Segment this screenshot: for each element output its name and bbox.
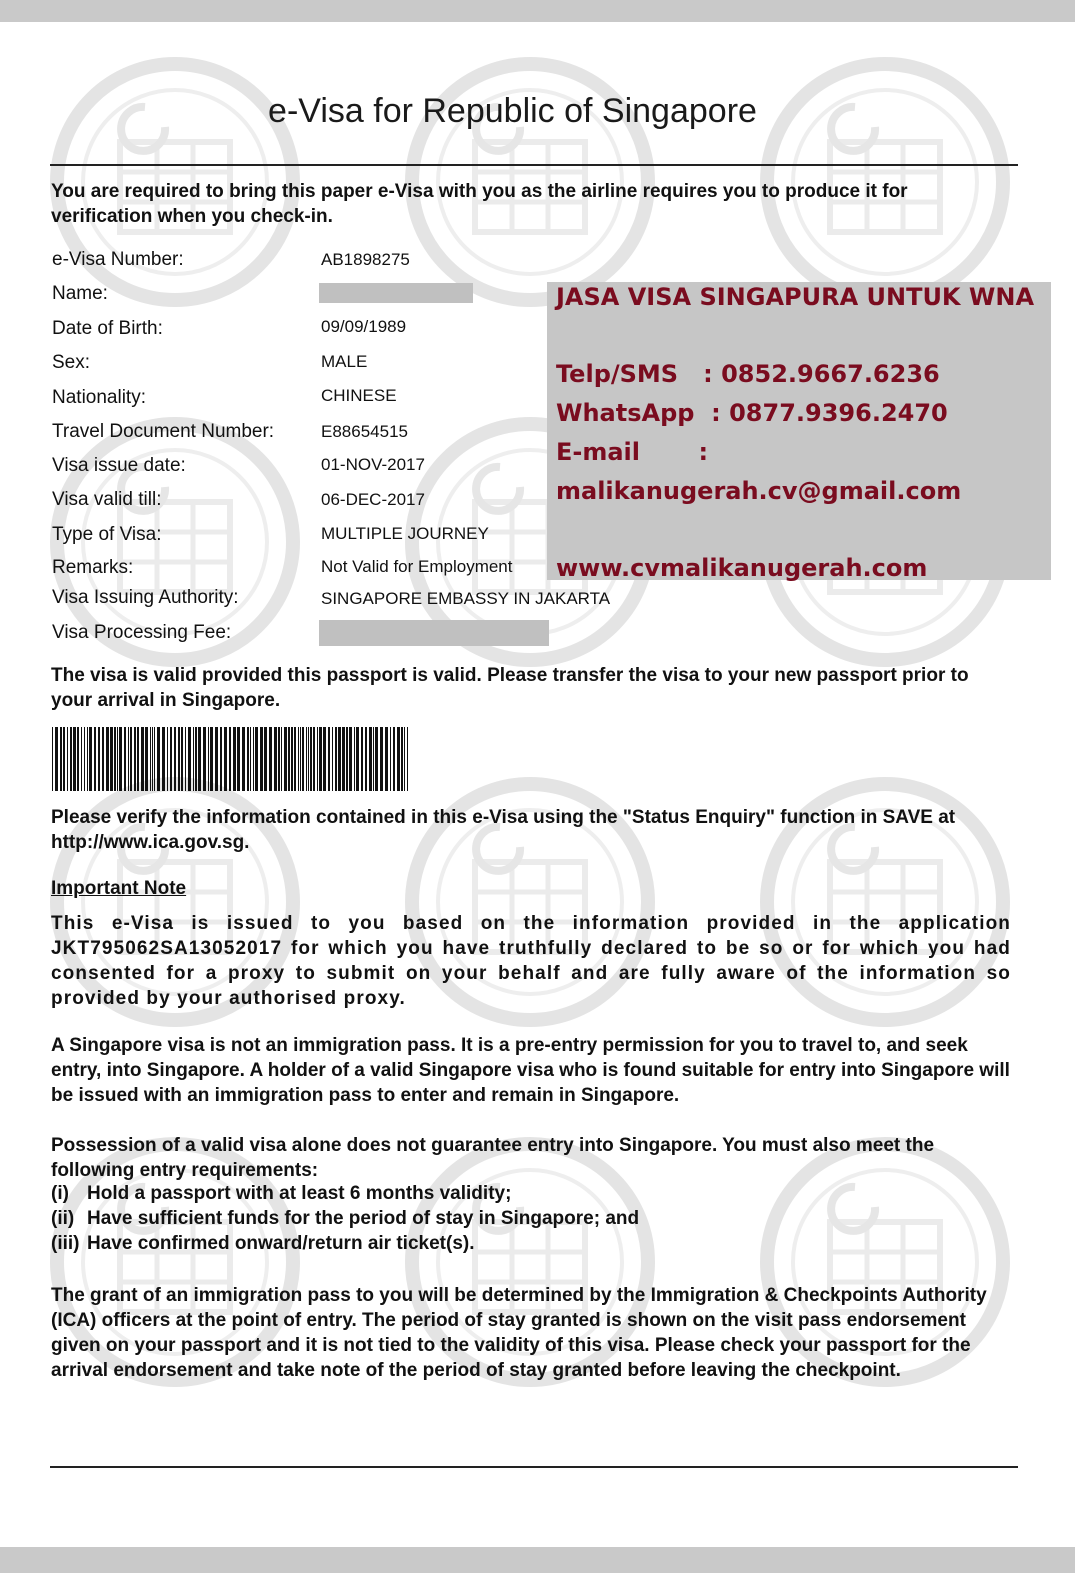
barcode-bar — [210, 727, 213, 791]
barcode-bar — [128, 727, 129, 791]
barcode-bar — [229, 727, 231, 791]
field-value-dob: 09/09/1989 — [321, 317, 407, 336]
barcode-bar — [167, 727, 168, 791]
barcode-bar — [356, 727, 359, 791]
barcode-bar — [302, 727, 304, 791]
barcode-bar — [269, 727, 272, 791]
barcode-bar — [170, 727, 172, 791]
requirement-text: Have sufficient funds for the period of stay in Singapore; and — [87, 1208, 640, 1229]
barcode-bar — [237, 727, 240, 791]
field-value-visa-number: AB1898275 — [321, 250, 410, 269]
barcode-bar — [349, 727, 352, 791]
field-label-visa-type: Type of Visa: — [52, 524, 162, 545]
barcode-bar — [253, 727, 254, 791]
barcode-bar — [373, 727, 374, 791]
barcode-bar — [346, 727, 348, 791]
barcode-bar — [310, 727, 312, 791]
barcode-bar — [298, 727, 299, 791]
requirement-item — [51, 1233, 475, 1255]
promo-email-label: E-mail : — [556, 438, 709, 466]
barcode-bar — [60, 727, 62, 791]
barcode-bar — [288, 727, 290, 791]
barcode-bar — [178, 727, 180, 791]
barcode-bar — [145, 727, 148, 791]
barcode-bar — [55, 727, 58, 791]
barcode-bar — [198, 727, 201, 791]
barcode-bar — [291, 727, 293, 791]
promo-phone: Telp/SMS : 0852.9667.6236 — [556, 360, 940, 388]
field-label-visa-number: e-Visa Number: — [52, 249, 184, 270]
barcode-bar — [106, 727, 109, 791]
field-value-authority: SINGAPORE EMBASSY IN JAKARTA — [321, 589, 611, 608]
fee-redaction — [319, 620, 549, 646]
barcode-bar — [181, 727, 183, 791]
promo-whatsapp: WhatsApp : 0877.9396.2470 — [556, 399, 948, 427]
barcode-bar — [375, 727, 378, 791]
field-value-visa-type: MULTIPLE JOURNEY — [321, 524, 489, 543]
barcode-bar — [284, 727, 287, 791]
barcode-bar — [52, 727, 53, 791]
requirement-number: (i) — [51, 1183, 69, 1204]
barcode-bar — [89, 727, 92, 791]
field-value-travel-doc: E88654515 — [321, 422, 408, 441]
barcode-bar — [67, 727, 68, 791]
verify-paragraph: Please verify the information contained in this e-Visa using the "Status Enquiry" function in SAVE at http://www.ica.gov.sg. — [51, 807, 956, 853]
requirement-item — [51, 1208, 639, 1230]
barcode-bar — [335, 727, 337, 791]
barcode-bar — [195, 727, 197, 791]
requirement-number: (ii) — [51, 1208, 75, 1229]
barcode-bar — [87, 727, 88, 791]
important-note-heading: Important Note — [51, 878, 187, 899]
barcode-bar — [94, 727, 96, 791]
requirement-number: (iii) — [51, 1233, 80, 1254]
promo-website: www.cvmalikanugerah.com — [556, 554, 928, 582]
barcode-bar — [294, 727, 296, 791]
barcode-bar — [369, 727, 372, 791]
field-label-fee: Visa Processing Fee: — [52, 622, 232, 643]
barcode-bar — [208, 727, 209, 791]
requirement-item — [51, 1183, 511, 1205]
barcode-bar — [102, 727, 104, 791]
barcode-bar — [110, 727, 113, 791]
field-label-dob: Date of Birth: — [52, 318, 163, 339]
promo-overlay — [547, 282, 1051, 580]
barcode-bar — [250, 727, 251, 791]
intro-paragraph: You are required to bring this paper e-Visa with you as the airline requires you to produce it for verification when you check-in. — [51, 181, 908, 227]
footer-divider — [50, 1466, 1018, 1468]
barcode-bar — [188, 727, 191, 791]
barcode-bar — [114, 727, 116, 791]
barcode-bar — [385, 727, 388, 791]
barcode-bar — [393, 727, 395, 791]
pass-grant-paragraph: The grant of an immigration pass to you will be determined by the Immigration & Checkpoints Authority (ICA) officers at the point of entry. The period of stay granted is shown on the visit pass endorsement given on your passport and it is not tied to the validity of this visa. Please check your passport for the arrival endorsement and take note of the period of stay granted before leaving the checkpoint. — [51, 1285, 987, 1381]
barcode-bar — [63, 727, 65, 791]
immigration-pass-paragraph: A Singapore visa is not an immigration pass. It is a pre-entry permission for you to travel to, and seek entry, into Singapore. A holder of a valid Singapore visa who is found suitable for entry into Singapore will be issued with an immigration pass to enter and remain in Singapore. — [51, 1035, 1010, 1106]
field-label-issue-date: Visa issue date: — [52, 455, 186, 476]
barcode-bar — [174, 727, 176, 791]
barcode-bar — [323, 727, 326, 791]
barcode-bar — [84, 727, 85, 791]
barcode-bar — [260, 727, 263, 791]
barcode-bar — [247, 727, 249, 791]
barcode-bar — [242, 727, 245, 791]
barcode-bar — [81, 727, 82, 791]
entry-requirements-paragraph: Possession of a valid visa alone does not guarantee entry into Singapore. You must also meet the following entry requirements: — [51, 1135, 935, 1181]
barcode — [52, 727, 412, 791]
barcode-bar — [306, 727, 307, 791]
barcode-bar — [98, 727, 100, 791]
barcode-bar — [278, 727, 280, 791]
barcode-bar — [154, 727, 155, 791]
barcode-bar — [70, 727, 72, 791]
barcode-bar — [215, 727, 218, 791]
barcode-bar — [203, 727, 206, 791]
field-value-valid-till: 06-DEC-2017 — [321, 490, 425, 509]
field-value-issue-date: 01-NOV-2017 — [321, 455, 425, 474]
barcode-bar — [220, 727, 222, 791]
requirement-text: Have confirmed onward/return air ticket(s). — [87, 1233, 475, 1254]
barcode-bar — [255, 727, 258, 791]
barcode-bar — [233, 727, 236, 791]
barcode-bar — [338, 727, 341, 791]
barcode-bar — [365, 727, 367, 791]
barcode-bar — [328, 727, 330, 791]
barcode-bar — [407, 727, 408, 791]
barcode-bar — [130, 727, 132, 791]
barcode-bar — [332, 727, 333, 791]
barcode-bar — [281, 727, 282, 791]
barcode-bar — [152, 727, 153, 791]
field-value-nationality: CHINESE — [321, 386, 397, 405]
barcode-bar — [162, 727, 165, 791]
field-label-name: Name: — [52, 283, 108, 304]
barcode-bar — [185, 727, 186, 791]
field-label-sex: Sex: — [52, 352, 91, 373]
barcode-bar — [308, 727, 309, 791]
barcode-bar — [397, 727, 400, 791]
barcode-bar — [124, 727, 126, 791]
barcode-bar — [354, 727, 355, 791]
field-value-sex: MALE — [321, 352, 368, 371]
barcode-bar — [193, 727, 194, 791]
validity-paragraph: The visa is valid provided this passport is valid. Please transfer the visa to your new passport prior to your arrival in Singapore. — [51, 665, 969, 711]
barcode-bar — [134, 727, 136, 791]
barcode-bar — [313, 727, 315, 791]
title-divider — [50, 164, 1018, 166]
field-label-valid-till: Visa valid till: — [52, 489, 162, 510]
barcode-bar — [157, 727, 160, 791]
field-label-nationality: Nationality: — [52, 387, 146, 408]
barcode-bar — [317, 727, 318, 791]
barcode-bar — [224, 727, 227, 791]
barcode-bar — [141, 727, 144, 791]
field-label-travel-doc: Travel Document Number: — [52, 421, 275, 442]
barcode-bar — [274, 727, 277, 791]
name-redaction — [319, 283, 473, 303]
barcode-bar — [137, 727, 139, 791]
barcode-bar — [77, 727, 79, 791]
field-label-remarks: Remarks: — [52, 557, 134, 578]
barcode-bar — [401, 727, 403, 791]
barcode-bar — [380, 727, 383, 791]
barcode-bar — [390, 727, 391, 791]
top-gray-band — [0, 0, 1075, 22]
barcode-bar — [300, 727, 301, 791]
bottom-gray-band — [0, 1547, 1075, 1573]
document-title: e-Visa for Republic of Singapore — [268, 92, 757, 130]
barcode-bar — [150, 727, 151, 791]
field-value-remarks: Not Valid for Employment — [321, 557, 513, 576]
requirement-text: Hold a passport with at least 6 months validity; — [87, 1183, 512, 1204]
barcode-bar — [361, 727, 363, 791]
important-note-paragraph: This e-Visa is issued to you based on the information provided in the application JKT795062SA13052017 for which you have truthfully declared to be so or for which you had consented for a proxy to submit on your behalf and are fully aware of the information so provided by your authorised proxy. — [51, 913, 1011, 1009]
barcode-bar — [73, 727, 76, 791]
barcode-bar — [119, 727, 122, 791]
field-label-authority: Visa Issuing Authority: — [52, 587, 239, 608]
promo-email: malikanugerah.cv@gmail.com — [556, 477, 962, 505]
barcode-bar — [319, 727, 322, 791]
promo-title: JASA VISA SINGAPURA UNTUK WNA — [556, 283, 1035, 311]
barcode-bar — [342, 727, 345, 791]
barcode-bar — [117, 727, 118, 791]
barcode-bar — [404, 727, 405, 791]
barcode-bar — [264, 727, 267, 791]
